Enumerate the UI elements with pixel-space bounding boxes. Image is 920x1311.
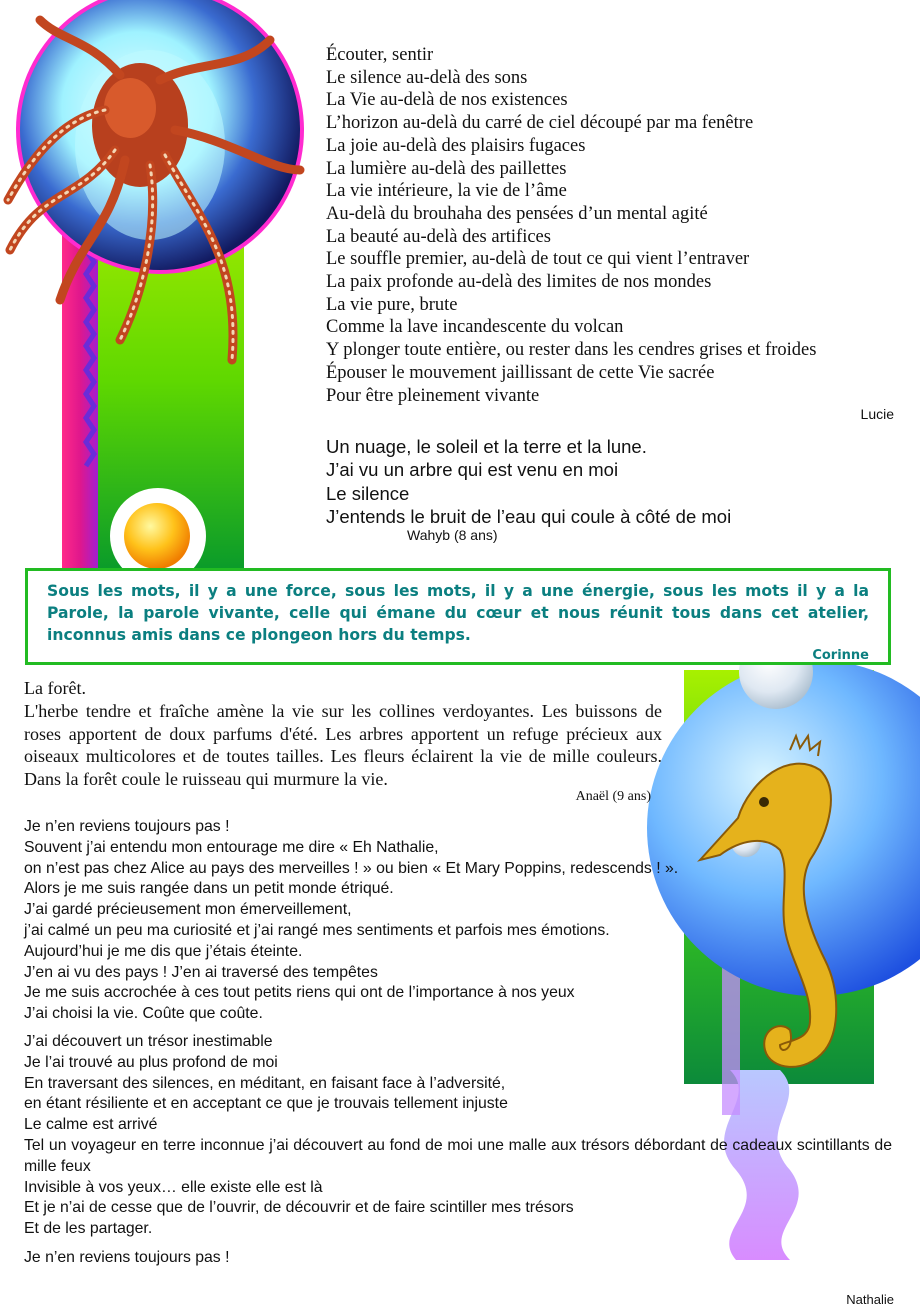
poem-line: Tel un voyageur en terre inconnue j’ai découvert au fond de moi une malle aux trésors débordant de cadeaux scintillants de mille feux [24, 1136, 892, 1175]
poem-line: La joie au-delà des plaisirs fugaces [326, 135, 586, 156]
author-nathalie: Nathalie [846, 1292, 894, 1307]
poem-line: Le silence au-delà des sons [326, 67, 528, 88]
prose-title: La forêt. [24, 678, 86, 698]
quote-text: Sous les mots, il y a une force, sous les mots, il y a une énergie, sous les mots il y a la Parole, la parole vivante, celle qui émane du cœur et nous réunit tous dans cet atelier, inconnus amis dans ce plongeon hors du temps. [47, 582, 869, 644]
poem-line: Et de les partager. [24, 1220, 153, 1238]
poem-line: j’ai calmé un peu ma curiosité et j’ai rangé mes sentiments et parfois mes émotions. [24, 921, 610, 939]
poem-line: Le silence [326, 482, 410, 504]
poem-line: on n’est pas chez Alice au pays des merveilles ! » ou bien « Et Mary Poppins, redescends ! ». [24, 859, 679, 877]
poem-line: Je n’en reviens toujours pas ! [24, 818, 230, 835]
poem-line: Je me suis accrochée à ces tout petits riens qui ont de l’importance à nos yeux [24, 984, 575, 1002]
poem-line: Comme la lave incandescente du volcan [326, 317, 624, 338]
poem-line: J’ai gardé précieusement mon émerveillement, [24, 901, 352, 919]
poem-line: La vie pure, brute [326, 294, 458, 315]
poem-line: La Vie au-delà de nos existences [326, 90, 568, 111]
poem-line: La vie intérieure, la vie de l’âme [326, 181, 567, 202]
prose-text: L'herbe tendre et fraîche amène la vie sur les collines verdoyantes. Les buissons de roses apportent de doux parfums d'été. Les arbres apportent un refuge précieux aux oiseaux multicolores et de toutes tailles. Les fleurs éclairent la vie de mille couleurs. Dans la forêt coule le ruisseau qui murmure la vie. [24, 701, 662, 789]
poem-wahyb [326, 435, 906, 528]
poem-nathalie-stanza-1 [24, 817, 904, 1025]
poem-line: Aujourd’hui je me dis que j’étais éteinte. [24, 942, 303, 960]
poem-line: L’horizon au-delà du carré de ciel découpé par ma fenêtre [326, 113, 754, 134]
author-lucie: Lucie [860, 406, 894, 422]
poem-line: La beauté au-delà des artifices [326, 226, 551, 247]
poem-line: Invisible à vos yeux… elle existe elle est là [24, 1178, 323, 1196]
poem-line: J’ai découvert un trésor inestimable [24, 1033, 273, 1050]
poem-line: J’ai choisi la vie. Coûte que coûte. [24, 1005, 263, 1023]
poem-line: Le souffle premier, au-delà de tout ce qui vient l’entraver [326, 249, 750, 270]
poem-line: La paix profonde au-delà des limites de nos mondes [326, 272, 712, 293]
poem-line: Un nuage, le soleil et la terre et la lune. [326, 436, 647, 457]
poem-line: J’ai vu un arbre qui est venu en moi [326, 459, 619, 481]
poem-line: Épouser le mouvement jaillissant de cette Vie sacrée [326, 362, 715, 383]
poem-nathalie-stanza-2 [24, 1032, 892, 1240]
poem-line: La lumière au-delà des paillettes [326, 158, 567, 179]
poem-line: Écouter, sentir [326, 45, 434, 65]
poem-line: Alors je me suis rangée dans un petit monde étriqué. [24, 880, 394, 898]
poem-nathalie-closing: Je n’en reviens toujours pas ! [24, 1249, 230, 1266]
author-corinne: Corinne [812, 648, 869, 663]
poem-line: Je l’ai trouvé au plus profond de moi [24, 1053, 278, 1071]
author-anael: Anaël (9 ans) [575, 789, 651, 804]
poem-line: Y plonger toute entière, ou rester dans les cendres grises et froides [326, 340, 817, 361]
author-wahyb: Wahyb (8 ans) [407, 527, 498, 543]
poem-line: Le calme est arrivé [24, 1116, 158, 1134]
poem-line: Souvent j’ai entendu mon entourage me dire « Eh Nathalie, [24, 838, 439, 856]
poem-line: Et je n’ai de cesse que de l’ouvrir, de découvrir et de faire scintiller mes trésors [24, 1199, 574, 1217]
poem-line: en étant résiliente et en acceptant ce que je trouvais tellement injuste [24, 1095, 508, 1113]
poem-lucie [326, 44, 906, 407]
poem-line: Au-delà du brouhaha des pensées d’un mental agité [326, 203, 708, 224]
poem-line: J’en ai vu des pays ! J’en ai traversé des tempêtes [24, 963, 378, 981]
octopus-illustration [0, 0, 312, 572]
poem-line: Pour être pleinement vivante [326, 385, 540, 406]
poem-line: J’entends le bruit de l’eau qui coule à côté de moi [326, 505, 732, 527]
poem-line: En traversant des silences, en méditant, en faisant face à l’adversité, [24, 1074, 506, 1092]
